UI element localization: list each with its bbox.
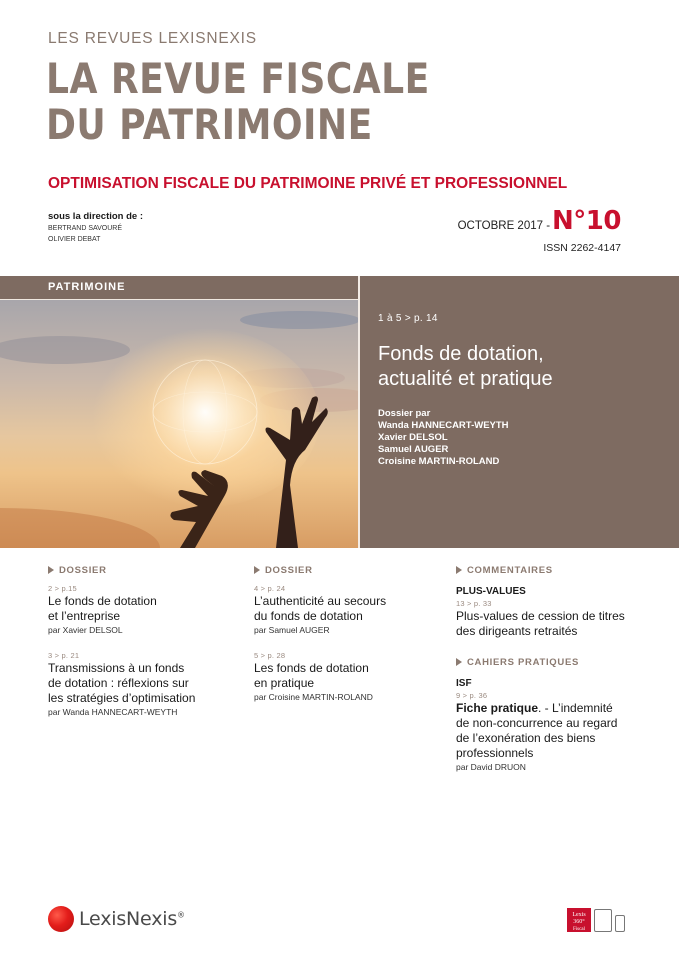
fiche-pratique-label: Fiche pratique [456,701,539,715]
cover-photo [0,300,358,548]
toc-column-2 [254,563,434,702]
article-author: par Samuel AUGER [254,625,330,635]
issue-info [458,206,621,236]
article-title[interactable]: Plus-values de cession de titres des dirigeants retraités [456,609,625,638]
triangle-bullet-icon [456,566,462,574]
feature-author: Croisine MARTIN-ROLAND [378,456,500,467]
article-ref: 13 > p. 33 [456,599,492,608]
series-name: LES REVUES LEXISNEXIS [48,30,257,47]
article-ref: 5 > p. 28 [254,651,286,660]
feature-author: Samuel AUGER [378,444,449,455]
article-author: par Wanda HANNECART-WEYTH [48,707,178,717]
glowing-sphere-hands-illustration [0,300,358,548]
issn: ISSN 2262-4147 [543,242,621,254]
section-heading: DOSSIER [254,563,434,577]
director-name: BERTRAND SAVOURÉ [48,225,123,232]
journal-title [46,56,430,148]
lexis360-logo: Lexis 360° Fiscal [567,908,591,932]
lexisnexis-logo-icon [48,906,74,932]
feature-author: Wanda HANNECART-WEYTH [378,420,509,431]
section-heading: CAHIERS PRATIQUES [456,655,646,669]
rubric-label: ISF [456,678,472,689]
article-ref: 4 > p. 24 [254,584,286,593]
section-heading: COMMENTAIRES [456,563,646,577]
director-name: OLIVIER DEBAT [48,236,101,243]
article-author: par Croisine MARTIN-ROLAND [254,692,373,702]
article-title: Les fonds de dotation en pratique [254,661,369,690]
phone-icon [615,915,625,932]
toc-article[interactable] [48,584,228,635]
issue-number: N°10 [552,206,621,236]
toc-article[interactable] [48,651,228,717]
toc-column-3 [456,563,646,772]
lexisnexis-logo [48,906,185,932]
section-label: PATRIMOINE [48,281,126,293]
article-title: Le fonds de dotation et l’entreprise [48,594,157,623]
journal-title-line2: DU PATRIMOINE [46,100,373,149]
feature-title-line1: Fonds de dotation, [378,343,544,365]
article-ref: 9 > p. 36 [456,691,488,700]
feature-ref: 1 à 5 > p. 14 [378,313,438,324]
triangle-bullet-icon [254,566,260,574]
journal-title-line1: LA REVUE FISCALE [46,54,430,103]
feature-authors-label: Dossier par [378,408,431,419]
rubric-label: PLUS-VALUES [456,586,526,597]
triangle-bullet-icon [456,658,462,666]
article-ref: 3 > p. 21 [48,651,80,660]
lexis360-badge [567,908,625,932]
feature-title-line2: actualité et pratique [378,368,553,390]
article-title: Transmissions à un fonds de dotation : réflexions sur les stratégies d’optimisation [48,661,196,705]
article-author: par David DRUON [456,762,526,772]
feature-author: Xavier DELSOL [378,432,448,443]
issue-month: OCTOBRE 2017 - [457,220,551,232]
article-ref: 2 > p.15 [48,584,77,593]
toc-column-1 [48,563,228,717]
article-title[interactable]: Fiche pratique. - L’indemnité de non-concurrence au regard de l’exonération des biens professionnels [456,701,618,760]
tablet-icon [594,909,612,932]
publisher-name: LexisNexis® [79,908,185,930]
editorial-direction [48,211,143,244]
article-author: par Xavier DELSOL [48,625,123,635]
toc-article[interactable] [254,584,434,635]
toc-article[interactable] [254,651,434,702]
feature-divider [358,276,360,548]
section-heading: DOSSIER [48,563,228,577]
triangle-bullet-icon [48,566,54,574]
direction-label: sous la direction de : [48,211,144,222]
feature-authors [378,408,509,468]
feature-title [378,342,553,392]
journal-subtitle: OPTIMISATION FISCALE DU PATRIMOINE PRIVÉ ET PROFESSIONNEL [48,175,568,192]
article-title: L’authenticité au secours du fonds de dotation [254,594,387,623]
